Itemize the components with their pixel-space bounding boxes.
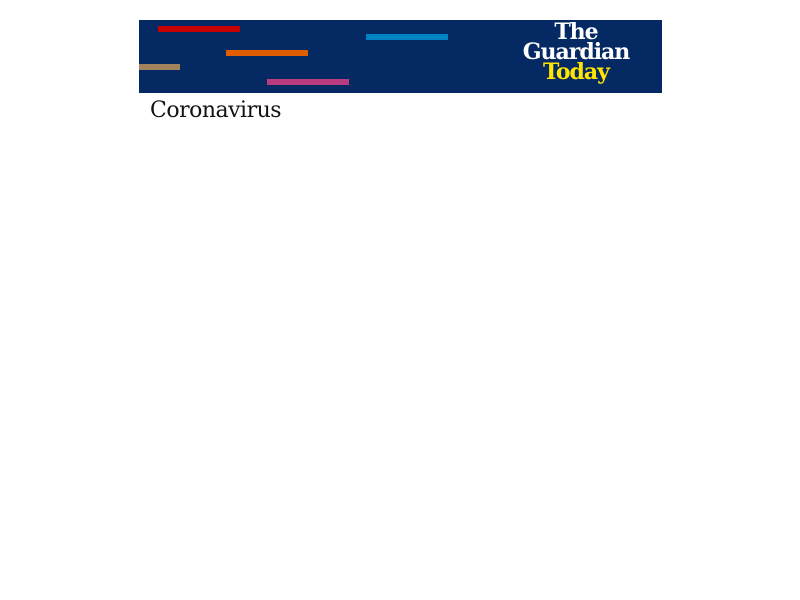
stripe-orange [226, 50, 308, 56]
logo-line-today: Today [543, 59, 609, 85]
stripe-tan [139, 64, 180, 70]
stripe-blue [366, 34, 448, 40]
section-title: Coronavirus [150, 98, 282, 123]
stripe-pink [267, 79, 349, 85]
logo-line-guardian: Guardian [522, 39, 630, 65]
guardian-today-logo [516, 20, 636, 85]
stripe-red [158, 26, 240, 32]
logo-line-the: The [554, 20, 598, 45]
newsletter-banner [139, 20, 662, 93]
